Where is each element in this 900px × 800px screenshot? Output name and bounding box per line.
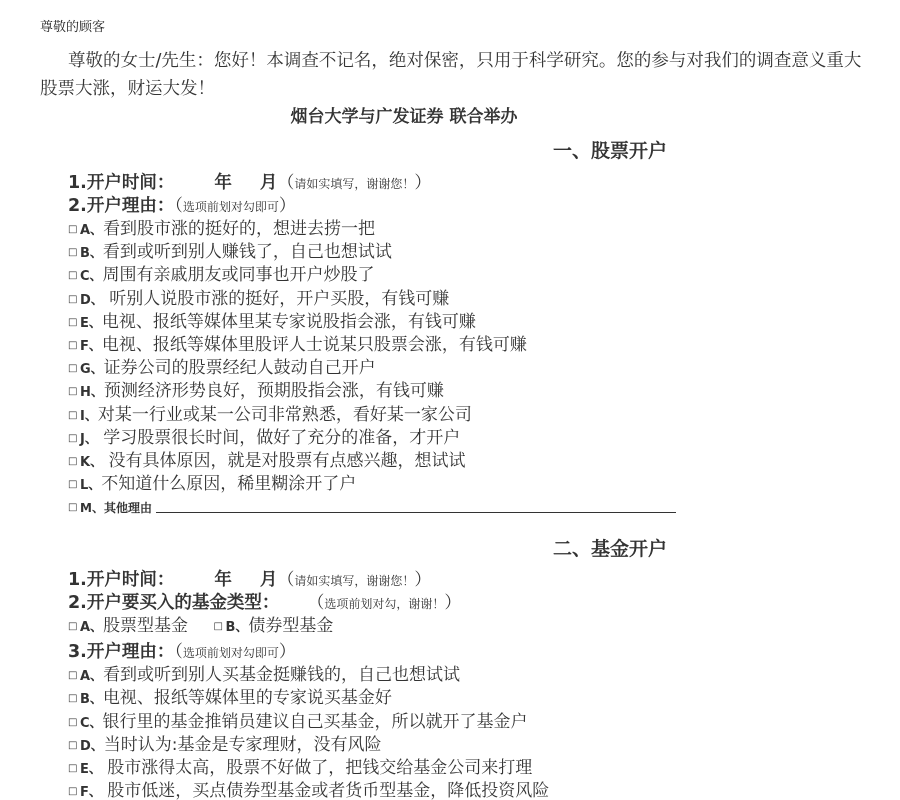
option-stock-fund[interactable]: [68, 615, 188, 639]
option-key: A、: [80, 620, 104, 635]
option-item[interactable]: [68, 664, 888, 687]
option-item[interactable]: [68, 334, 888, 357]
option-text: 电视、报纸等媒体里的专家说买基金好: [102, 688, 392, 709]
checkbox-icon[interactable]: □: [68, 409, 78, 421]
paren-close: ）: [444, 593, 462, 613]
question-open-reason: [68, 195, 888, 218]
option-key: I、: [80, 408, 98, 424]
option-key: J、: [80, 431, 98, 447]
option-text: 看到或听到别人赚钱了，自己也想试试: [102, 242, 392, 263]
option-key: G、: [80, 362, 104, 378]
intro-line-1: 尊敬的女士/先生：您好！本调查不记名，绝对保密，只用于科学研究。您的参与对我们的调查意义重大: [68, 51, 862, 71]
option-text: 对某一行业或某一公司非常熟悉，看好某一家公司: [97, 404, 472, 425]
month-label: 月: [259, 173, 278, 193]
month-label: 月: [259, 570, 278, 590]
option-text: 周围有亲戚朋友或同事也开户炒股了: [102, 265, 375, 286]
checkbox-icon[interactable]: □: [68, 786, 78, 798]
option-item[interactable]: [68, 450, 888, 473]
option-key: C、: [80, 715, 103, 731]
option-key: M、: [80, 501, 104, 516]
checkbox-icon[interactable]: □: [68, 363, 78, 375]
checkbox-icon[interactable]: □: [68, 316, 78, 328]
question-label: 3.开户理由：: [68, 642, 175, 663]
checkbox-icon[interactable]: □: [68, 762, 78, 774]
option-key: E、: [80, 761, 102, 777]
section-stock-account-title: 一、股票开户: [553, 140, 668, 162]
option-item[interactable]: [68, 264, 888, 287]
option-text: 听别人说股市涨的挺好，开户买股，有钱可赚: [103, 288, 450, 309]
option-item[interactable]: [68, 357, 888, 380]
option-text: 股市低迷，买点债券型基金或者货币型基金，降低投资风险: [101, 781, 550, 800]
option-item[interactable]: [68, 218, 888, 241]
question-note: 选项前划对勾，谢谢！: [324, 597, 445, 611]
option-item[interactable]: [68, 380, 888, 403]
option-text: 其他理由: [103, 501, 152, 516]
checkbox-icon[interactable]: □: [68, 716, 78, 728]
option-text: 看到或听到别人买基金挺赚钱的，自己也想试试: [103, 665, 461, 686]
option-text: 当时认为:基金是专家理财，没有风险: [103, 734, 382, 755]
section-fund-account: [68, 569, 888, 800]
paren-close: ）: [414, 570, 432, 590]
option-text: 债券型基金: [248, 616, 334, 636]
checkbox-icon[interactable]: □: [68, 693, 78, 705]
option-text: 股市涨得太高，股票不好做了，把钱交给基金公司来打理: [101, 757, 533, 778]
salutation: 尊敬的顾客: [40, 20, 106, 35]
question-label: 2.开户理由：: [68, 196, 175, 216]
paren-open: （: [174, 642, 183, 663]
checkbox-icon[interactable]: □: [68, 739, 78, 751]
option-item[interactable]: [68, 734, 888, 757]
checkbox-icon[interactable]: □: [68, 455, 78, 467]
option-key: B、: [80, 246, 103, 262]
option-item[interactable]: [68, 711, 888, 734]
question-label: 2.开户要买入的基金类型：: [68, 593, 280, 613]
option-text: 看到股市涨的挺好的，想进去捞一把: [103, 219, 376, 239]
question-label: 1.开户时间：: [68, 570, 175, 590]
option-item[interactable]: [68, 780, 888, 800]
option-key: F、: [80, 338, 102, 354]
paren-close: ）: [278, 642, 296, 663]
option-key: A、: [80, 223, 104, 238]
section-stock-account: [68, 172, 888, 519]
paren-open: （: [277, 570, 295, 590]
section-fund-account-title: 二、基金开户: [553, 538, 668, 560]
option-bond-fund[interactable]: [213, 615, 333, 639]
question-open-time: [68, 569, 888, 592]
option-key: K、: [80, 454, 104, 470]
checkbox-icon[interactable]: □: [68, 432, 78, 444]
paren-open: （: [174, 196, 183, 216]
question-fund-reason: [68, 641, 888, 664]
stock-reason-options: [68, 218, 888, 496]
option-item[interactable]: [68, 288, 888, 311]
option-text: 预测经济形势良好，预期股指会涨，有钱可赚: [103, 381, 444, 402]
question-note: 请如实填写，谢谢您！: [294, 177, 415, 191]
option-item[interactable]: [68, 404, 888, 427]
checkbox-icon[interactable]: □: [68, 247, 78, 259]
paren-close: ）: [414, 173, 432, 193]
question-note: 请如实填写，谢谢您！: [294, 574, 415, 588]
checkbox-icon[interactable]: □: [68, 224, 78, 235]
checkbox-icon[interactable]: □: [68, 670, 78, 682]
intro-line-2: 股票大涨，财运大发！: [40, 79, 215, 99]
option-key: F、: [80, 785, 102, 800]
checkbox-icon[interactable]: □: [68, 479, 78, 491]
option-key: E、: [80, 315, 102, 331]
option-key: C、: [80, 269, 103, 285]
checkbox-icon[interactable]: □: [68, 621, 78, 632]
paren-open: （: [277, 173, 295, 193]
checkbox-icon[interactable]: □: [213, 621, 223, 632]
option-item[interactable]: [68, 473, 888, 496]
question-label: 1.开户时间：: [68, 173, 175, 193]
option-item[interactable]: [68, 427, 888, 450]
checkbox-icon[interactable]: □: [68, 339, 78, 351]
question-note: 选项前划对勾即可: [182, 646, 279, 661]
option-other-reason[interactable]: [68, 496, 888, 519]
checkbox-icon[interactable]: □: [68, 386, 78, 398]
option-key: L、: [80, 478, 102, 494]
checkbox-icon[interactable]: □: [68, 293, 78, 305]
option-key: B、: [80, 692, 103, 708]
year-label: 年: [214, 173, 232, 193]
option-key: A、: [80, 669, 104, 685]
organizer-title: 烟台大学与广发证券 联合举办: [290, 107, 518, 127]
option-key: D、: [80, 738, 104, 754]
paren-close: ）: [278, 196, 296, 216]
fund-reason-options: [68, 664, 888, 800]
option-key: B、: [225, 620, 249, 635]
question-note: 选项前划对勾即可: [182, 200, 279, 214]
option-item[interactable]: [68, 757, 888, 780]
paren-open: （: [307, 593, 325, 613]
option-text: 电视、报纸等媒体里某专家说股指会涨，有钱可赚: [101, 311, 476, 332]
intro-paragraph: [40, 47, 900, 103]
option-key: H、: [80, 385, 104, 401]
option-item[interactable]: [68, 311, 888, 334]
option-item[interactable]: [68, 687, 888, 710]
checkbox-icon[interactable]: □: [68, 502, 78, 514]
option-text: 学习股票很长时间，做好了充分的准备，才开户: [97, 427, 461, 448]
year-label: 年: [214, 570, 232, 590]
option-text: 没有具体原因，就是对股票有点感兴趣，想试试: [103, 450, 466, 471]
question-fund-type: [68, 592, 888, 615]
option-text: 证券公司的股票经纪人鼓动自己开户: [103, 358, 376, 379]
option-key: D、: [80, 292, 104, 308]
option-text: 不知道什么原因，稀里糊涂开了户: [101, 474, 357, 495]
option-text: 股票型基金: [103, 616, 189, 636]
checkbox-icon[interactable]: □: [68, 270, 78, 282]
option-text: 电视、报纸等媒体里股评人士说某只股票会涨，有钱可赚: [101, 334, 527, 355]
option-item[interactable]: [68, 241, 888, 264]
question-open-time: [68, 172, 888, 195]
other-reason-blank[interactable]: [156, 500, 676, 513]
fund-type-options: [68, 615, 888, 638]
option-text: 银行里的基金推销员建议自己买基金，所以就开了基金户: [102, 711, 528, 732]
